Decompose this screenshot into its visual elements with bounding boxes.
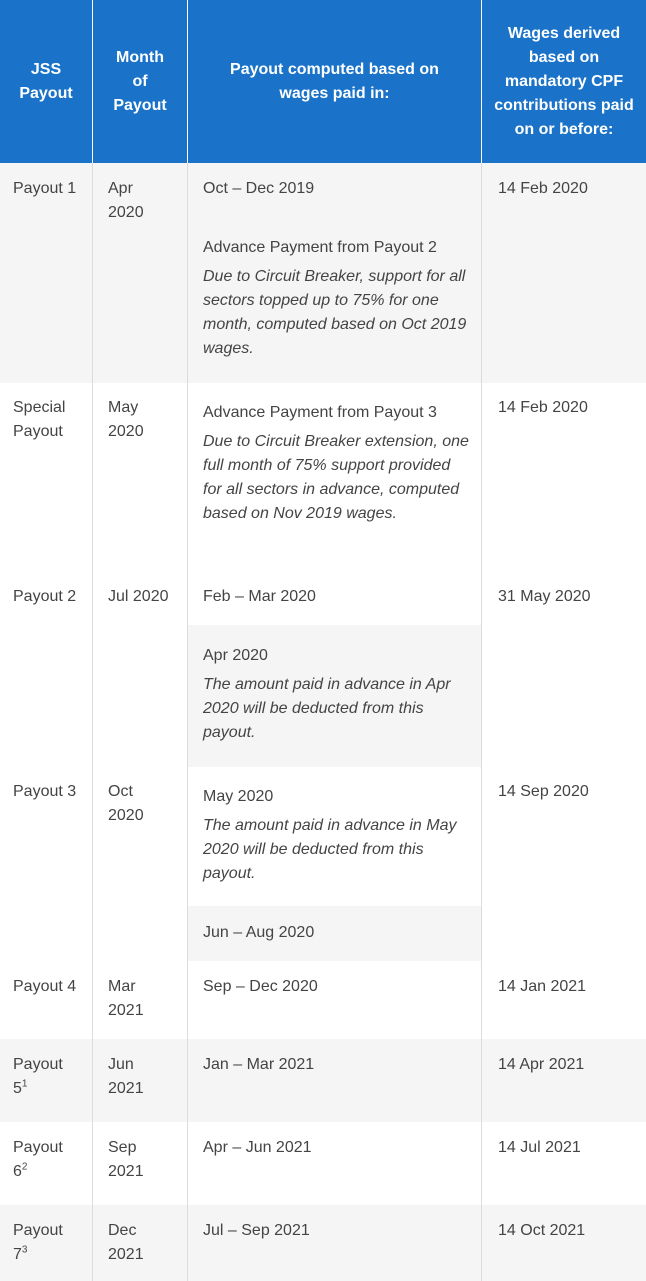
payout-month: Jun 2021 <box>108 1056 144 1097</box>
sub-period-title: Apr 2020 <box>203 647 268 664</box>
payout-month: Mar 2021 <box>108 978 144 1019</box>
cpf-date: 14 Feb 2020 <box>498 180 588 197</box>
cpf-date: 14 Oct 2021 <box>498 1222 586 1239</box>
wages-period: Jul – Sep 2021 <box>203 1222 310 1239</box>
advance-payment-note: Due to Circuit Breaker extension, one full month of 75% support provided for all sectors in advance, computed based on Nov 2019 wages. <box>203 433 469 522</box>
cpf-date: 14 Jan 2021 <box>498 978 587 995</box>
header-jss-payout: JSS Payout <box>19 60 73 102</box>
advance-payment-note: Due to Circuit Breaker, support for all sectors topped up to 75% for one month, computed based on Oct 2019 wages. <box>203 268 467 357</box>
advance-payment-title: Advance Payment from Payout 3 <box>203 404 437 421</box>
header-month-of-payout: Month of Payout <box>113 48 167 114</box>
cpf-date: 14 Sep 2020 <box>498 783 589 800</box>
row-bg-payout-5 <box>0 1039 646 1122</box>
wages-period: Apr – Jun 2021 <box>203 1139 312 1156</box>
payout-month: Sep 2021 <box>108 1139 144 1180</box>
wages-period: Feb – Mar 2020 <box>203 588 316 605</box>
payout-name: Special Payout <box>13 399 66 440</box>
advance-payment-title: Advance Payment from Payout 2 <box>203 239 437 256</box>
header-divider <box>481 0 482 163</box>
sub-period-note: The amount paid in advance in Apr 2020 will be deducted from this payout. <box>203 676 451 741</box>
payout-name: Payout 3 <box>13 783 77 800</box>
payout-month: May 2020 <box>108 399 144 440</box>
payout-name: Payout $6^2$ <box>13 1139 63 1180</box>
footnote-marker: 2 <box>21 1161 28 1173</box>
wages-period: Jan – Mar 2021 <box>203 1056 315 1073</box>
header-wages-paid-in: Payout computed based on wages paid in: <box>230 60 439 102</box>
cpf-date: 31 May 2020 <box>498 588 591 605</box>
footnote-marker: 1 <box>21 1078 28 1090</box>
payout-name: Payout $7^3$ <box>13 1222 63 1263</box>
column-divider <box>187 0 188 1281</box>
payout-name: Payout $5^1$ <box>13 1056 63 1097</box>
wages-period: Jun – Aug 2020 <box>203 924 315 941</box>
row-bg-payout-7 <box>0 1205 646 1281</box>
sub-period-title: May 2020 <box>203 788 274 805</box>
header-divider <box>92 0 93 163</box>
header-cpf-contributions: Wages derived based on mandatory CPF contributions paid on or before: <box>494 24 634 138</box>
sub-period-note: The amount paid in advance in May 2020 will be deducted from this payout. <box>203 817 457 882</box>
payout-name: Payout 4 <box>13 978 77 995</box>
payout-month: Oct 2020 <box>108 783 144 824</box>
payout-name: Payout 2 <box>13 588 77 605</box>
row-bg-payout-4 <box>0 961 646 1039</box>
footnote-marker: 3 <box>21 1244 28 1256</box>
column-divider <box>92 0 93 1281</box>
payout-month: Dec 2021 <box>108 1222 144 1263</box>
row-bg-payout-6 <box>0 1122 646 1205</box>
cpf-date: 14 Feb 2020 <box>498 399 588 416</box>
column-divider <box>481 0 482 1281</box>
header-divider <box>187 0 188 163</box>
cpf-date: 14 Jul 2021 <box>498 1139 581 1156</box>
payout-name: Payout 1 <box>13 180 77 197</box>
payout-month: Jul 2020 <box>108 588 169 605</box>
wages-period: Sep – Dec 2020 <box>203 978 318 995</box>
cpf-date: 14 Apr 2021 <box>498 1056 585 1073</box>
wages-period: Oct – Dec 2019 <box>203 180 315 197</box>
payout-month: Apr 2020 <box>108 180 144 221</box>
